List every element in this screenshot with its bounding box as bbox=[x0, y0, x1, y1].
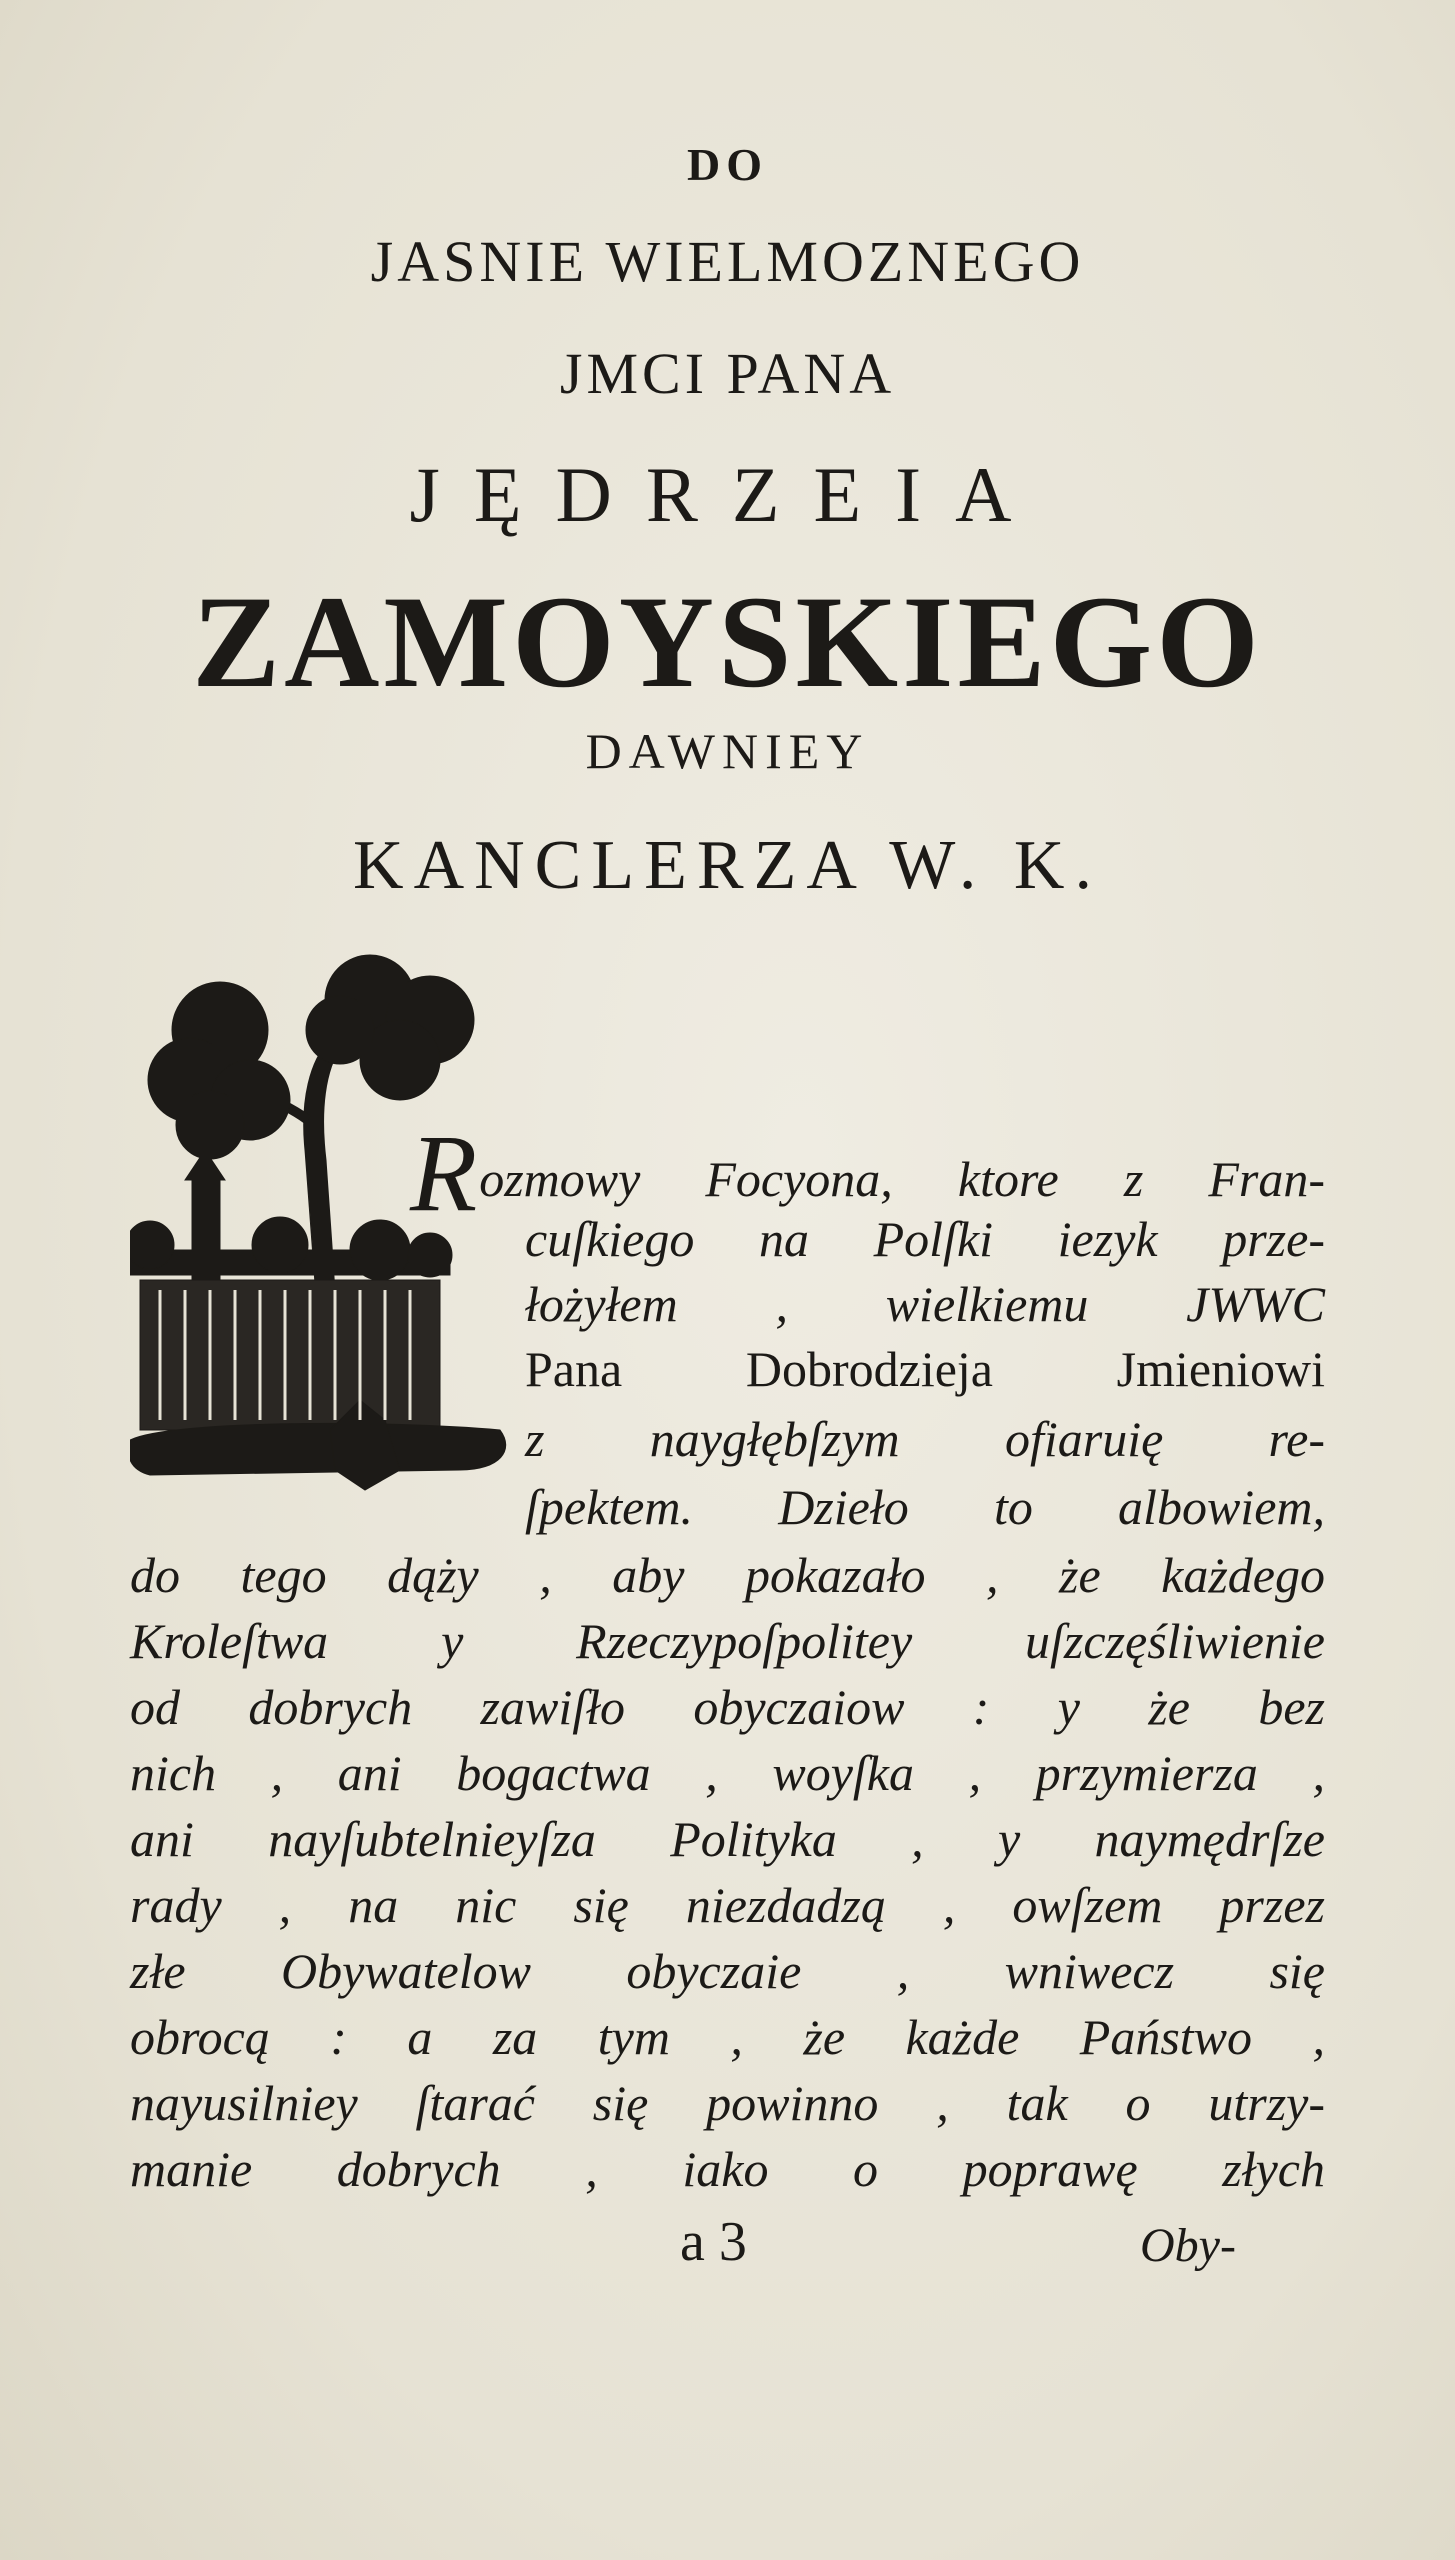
body-line-3: łożyłem , wielkiemu JWWC bbox=[525, 1276, 1325, 1332]
body-line-5: z naygłębſzym ofiaruię re- bbox=[525, 1411, 1325, 1467]
body-line-14: obrocą : a za tym , że każde Państwo , bbox=[130, 2009, 1325, 2065]
body-line-8: Kroleſtwa y Rzeczypoſpolitey uſzczęśliwienie bbox=[130, 1613, 1325, 1669]
body-line-13: złe Obywatelow obyczaie , wniwecz się bbox=[130, 1943, 1325, 1999]
title-line-zamoyskiego: ZAMOYSKIEGO bbox=[192, 568, 1263, 715]
signature-mark: a 3 bbox=[680, 2211, 747, 2273]
body-line-15: nayusilniey ſtarać się powinno , tak o utrzy- bbox=[130, 2075, 1325, 2131]
body-line-12: rady , na nic się niezdadzą , owſzem przez bbox=[130, 1877, 1325, 1933]
body-line-9: od dobrych zawiſło obyczaiow : y że bez bbox=[130, 1679, 1325, 1735]
title-line-jmci-pana: JMCI PANA bbox=[559, 341, 896, 406]
title-line-dawniey: DAWNIEY bbox=[585, 723, 870, 779]
title-line-kanclerza: KANCLERZA W. K. bbox=[353, 827, 1102, 904]
body-line-7: do tego dąży , aby pokazało , że każdego bbox=[130, 1547, 1325, 1603]
title-line-jedrzeia: JĘDRZEIA bbox=[409, 451, 1046, 538]
body-line-10: nich , ani bogactwa , woyſka , przymierza , bbox=[130, 1745, 1325, 1801]
woodcut-initial-r-tree-icon bbox=[130, 950, 510, 1540]
body-line-16: manie dobrych , iako o poprawę złych bbox=[130, 2141, 1325, 2197]
body-line-2: cuſkiego na Polſki iezyk prze- bbox=[525, 1211, 1325, 1267]
body-line-4: Pana Dobrodzieja Jmieniowi bbox=[525, 1341, 1325, 1397]
body-line-11: ani nayſubtelnieyſza Polityka , y naymędrſze bbox=[130, 1811, 1325, 1867]
title-line-jasnie: JASNIE WIELMOZNEGO bbox=[370, 229, 1085, 294]
catchword: Oby- bbox=[1140, 2219, 1236, 2272]
body-line-1-text: ozmowy Focyona, ktore z Fran- bbox=[479, 1151, 1325, 1207]
drop-cap: R bbox=[410, 1112, 478, 1234]
body-line-6: ſpektem. Dzieło to albowiem, bbox=[525, 1479, 1325, 1535]
dedication-do: DO bbox=[687, 139, 768, 190]
